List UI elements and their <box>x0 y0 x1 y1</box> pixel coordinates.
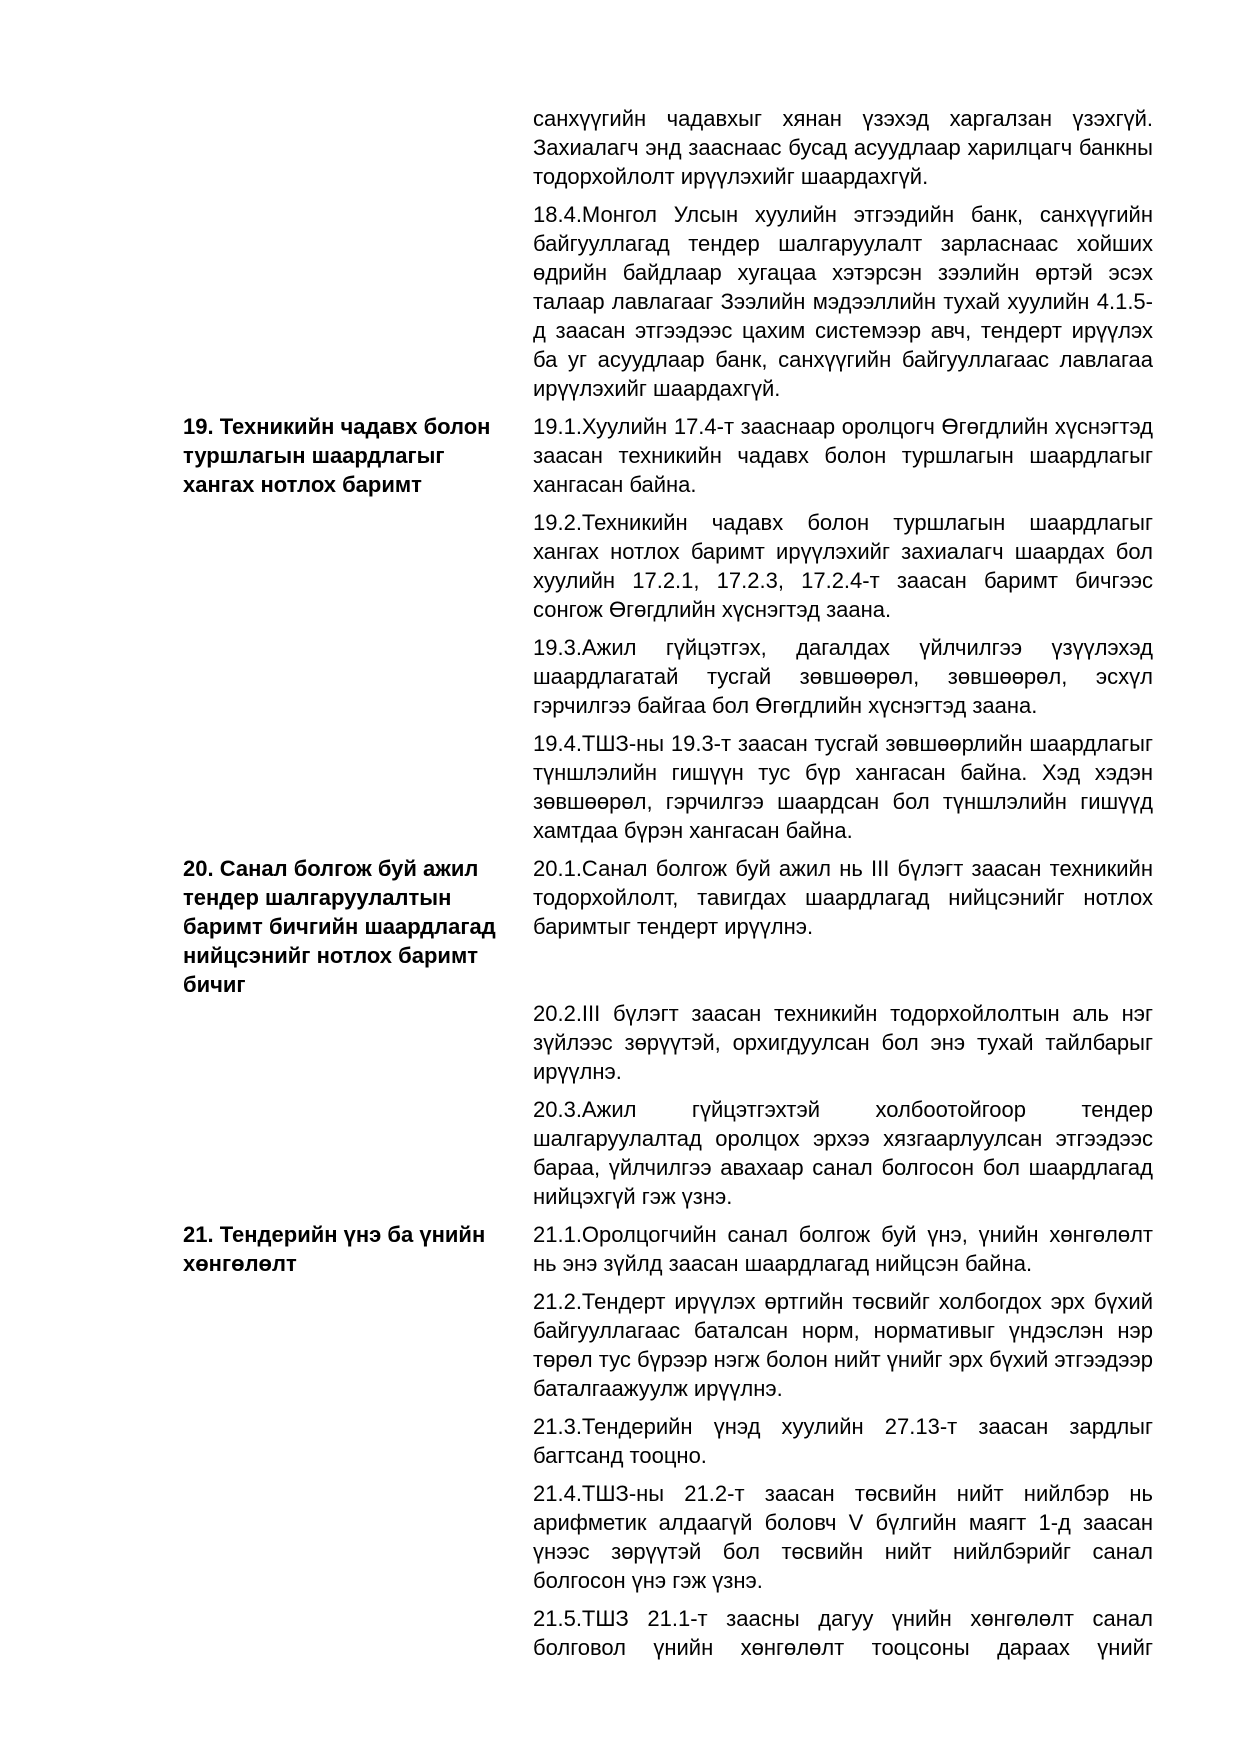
paragraph-21-3: 21.3.Тендерийн үнэд хуулийн 27.13-т заасан зардлыг багтсанд тооцно. <box>533 1414 1153 1468</box>
section-body-19 <box>533 412 1153 854</box>
paragraph-19-1: 19.1.Хуулийн 17.4-т зааснаар оролцогч Өгөгдлийн хүснэгтэд заасан техникийн чадавх болон туршлагын шаардлагыг хангасан байна. <box>533 414 1153 497</box>
section-body-21 <box>533 1220 1153 1662</box>
paragraph-21-4: 21.4.ТШЗ-ны 21.2-т заасан төсвийн нийт нийлбэр нь арифметик алдаагүй боловч V бүлгийн маягт 1-д заасан үнээс зөрүүтэй бол төсвийн нийт нийлбэрийг санал болгосон үнэ гэж үзнэ. <box>533 1481 1153 1593</box>
paragraph-19-2: 19.2.Техникийн чадавх болон туршлагын шаардлагыг хангах нотлох баримт ирүүлэхийг захиалагч шаардах бол хуулийн 17.2.1, 17.2.3, 17.2.4-т заасан баримт бичгээс сонгож Өгөгдлийн хүснэгтэд заана. <box>533 510 1153 622</box>
paragraph-19-4: 19.4.ТШЗ-ны 19.3-т заасан тусгай зөвшөөрлийн шаардлагыг түншлэлийн гишүүн тус бүр хангасан байна. Хэд хэдэн зөвшөөрөл, гэрчилгээ шаардсан бол түншлэлийн гишүүд хамтдаа бүрэн хангасан байна. <box>533 731 1153 843</box>
paragraph-20-1: 20.1.Санал болгож буй ажил нь III бүлэгт заасан техникийн тодорхойлолт, тавигдах шаардлагад нийцсэнийг нотлох баримтыг тендерт ирүүлнэ. <box>533 856 1153 939</box>
section-body-20-continued <box>533 999 1153 1220</box>
heading-21: 21. Тендерийн үнэ ба үнийн хөнгөлөлт <box>183 1222 486 1276</box>
section-body-20 <box>533 854 1153 950</box>
section-row-20-continued <box>183 999 1153 1220</box>
paragraph-19-3: 19.3.Ажил гүйцэтгэх, дагалдах үйлчилгээ үзүүлэхэд шаардлагатай тусгай зөвшөөрөл, зөвшөөрөл, эсхүл гэрчилгээ байгаа бол Өгөгдлийн хүснэгтэд заана. <box>533 635 1153 718</box>
section-row-18 <box>183 104 1153 412</box>
paragraph-20-2: 20.2.III бүлэгт заасан техникийн тодорхойлолтын аль нэг зүйлээс зөрүүтэй, орхигдуулсан бол энэ тухай тайлбарыг ирүүлнэ. <box>533 1001 1153 1084</box>
section-row-20 <box>183 854 1153 999</box>
heading-19: 19. Техникийн чадавх болон туршлагын шаардлагыг хангах нотлох баримт <box>183 414 491 497</box>
paragraph-21-2: 21.2.Тендерт ирүүлэх өртгийн төсвийг холбогдох эрх бүхий байгууллагаас баталсан норм, нормативыг үндэслэн нэр төрөл тус бүрээр нэгж болон нийт үнийг эрх бүхий этгээдээр баталгаажуулж ирүүлнэ. <box>533 1289 1153 1401</box>
paragraph-18-3-continuation: санхүүгийн чадавхыг хянан үзэхэд харгалзан үзэхгүй. Захиалагч энд зааснаас бусад асуудлаар харилцагч банкны тодорхойлолт ирүүлэхийг шаардахгүй. <box>533 106 1153 189</box>
section-body-18 <box>533 104 1153 412</box>
paragraph-18-4: 18.4.Монгол Улсын хуулийн этгээдийн банк, санхүүгийн байгууллагад тендер шалгаруулалт зарласнаас хойших өдрийн байдлаар хугацаа хэтэрсэн зээлийн өртэй эсэх талаар лавлагааг Зээлийн мэдээллийн тухай хуулийн 4.1.5-д заасан этгээдээс цахим системээр авч, тендерт ирүүлэх ба уг асуудлаар банк, санхүүгийн байгууллагаас лавлагаа ирүүлэхийг шаардахгүй. <box>533 202 1153 401</box>
heading-20: 20. Санал болгож буй ажил тендер шалгаруулалтын баримт бичгийн шаардлагад нийцсэнийг нотлох баримт бичиг <box>183 856 496 997</box>
paragraph-20-3: 20.3.Ажил гүйцэтгэхтэй холбоотойгоор тендер шалгаруулалтад оролцох эрхээ хязгаарлуулсан этгээдээс бараа, үйлчилгээ авахаар санал болгосон бол шаардлагад нийцэхгүй гэж үзнэ. <box>533 1097 1153 1209</box>
paragraph-21-1: 21.1.Оролцогчийн санал болгож буй үнэ, үнийн хөнгөлөлт нь энэ зүйлд заасан шаардлагад нийцсэн байна. <box>533 1222 1153 1276</box>
section-row-21 <box>183 1220 1153 1662</box>
section-row-19 <box>183 412 1153 854</box>
paragraph-21-5-clipped: 21.5.ТШЗ 21.1-т заасны дагуу үнийн хөнгөлөлт санал болговол үнийн хөнгөлөлт тооцсоны дараах үнийг <box>533 1606 1153 1660</box>
